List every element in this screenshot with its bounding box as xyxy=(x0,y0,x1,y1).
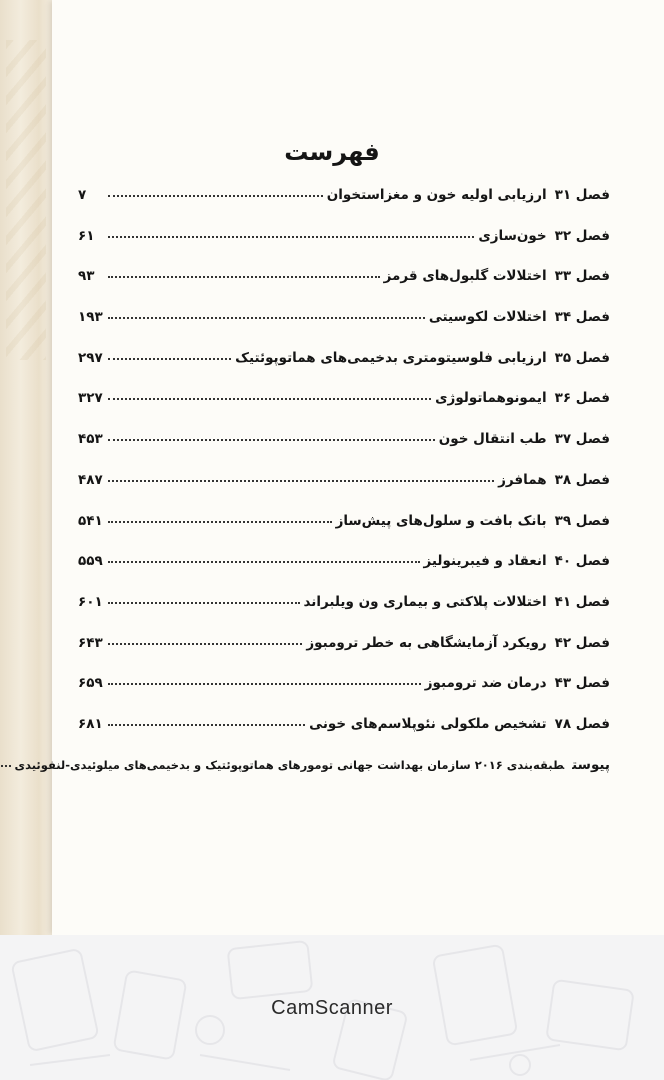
toc-entry-label xyxy=(429,302,610,332)
toc-entry-label xyxy=(309,709,610,739)
toc-chapter-number: فصل ۳۴ xyxy=(554,309,610,326)
toc-entry-label xyxy=(424,546,611,576)
dot-leader xyxy=(108,633,302,645)
toc-chapter-title: ارزیابی فلوسیتومتری بدخیمی‌های هماتوپوئتیک xyxy=(235,349,547,366)
dot-leader xyxy=(108,511,332,523)
toc-chapter-title: اختلالات لکوسیتی xyxy=(428,309,547,326)
toc-page-number: ۴۸۷ xyxy=(78,471,103,488)
toc-chapter-title: تشخیص ملکولی نئوپلاسم‌های خونی xyxy=(309,715,547,732)
toc-chapter-number: فصل ۷۸ xyxy=(554,715,610,732)
toc-chapter-title: طب انتقال خون xyxy=(438,431,547,448)
toc-entry-label xyxy=(439,424,610,454)
scanner-footer xyxy=(0,935,664,1080)
toc-chapter-title: اختلالات گلبول‌های قرمز xyxy=(383,268,547,285)
toc-chapter-title: خون‌سازی xyxy=(478,227,547,244)
toc-entry-label xyxy=(304,587,611,617)
toc-entry-label xyxy=(235,343,610,373)
toc-chapter-number: فصل ۳۸ xyxy=(554,471,610,488)
dot-leader xyxy=(108,348,231,360)
toc-page-number: ۳۲۷ xyxy=(78,390,103,407)
toc-chapter-number: فصل ۳۱ xyxy=(554,187,610,203)
dot-leader xyxy=(108,185,323,197)
toc-entry xyxy=(78,343,610,384)
toc-entry-label xyxy=(384,261,610,291)
toc-appendix-entry xyxy=(14,750,610,790)
camscanner-watermark: CamScanner xyxy=(271,997,393,1019)
toc-entry-label xyxy=(327,180,610,210)
toc-page-number: ۱۹۳ xyxy=(78,309,103,326)
toc-page-number: ۶۵۹ xyxy=(78,675,103,692)
toc-entry-label xyxy=(478,221,610,251)
toc-entry-label xyxy=(425,668,610,698)
toc-entry xyxy=(78,546,610,587)
dot-leader xyxy=(108,388,431,400)
toc-entry-label xyxy=(15,750,610,780)
table-of-contents xyxy=(14,180,610,790)
toc-page-number: ۹۳ xyxy=(78,268,95,285)
toc-entry-label xyxy=(498,465,610,495)
toc-entry-label xyxy=(306,628,610,658)
toc-page-number: ۴۵۳ xyxy=(78,431,103,448)
toc-entry xyxy=(78,383,610,424)
toc-page-number: ۵۴۱ xyxy=(78,512,103,529)
dot-leader xyxy=(0,755,11,767)
toc-entry xyxy=(78,587,610,628)
toc-chapter-title: ایمونوهماتولوژی xyxy=(435,390,547,407)
dot-leader xyxy=(108,226,474,238)
toc-page-number: ۶۰۱ xyxy=(78,593,103,610)
toc-entry xyxy=(78,506,610,547)
dot-leader xyxy=(108,307,425,319)
toc-chapter-number: فصل ۳۲ xyxy=(554,227,610,244)
toc-chapter-number: فصل ۳۶ xyxy=(554,390,610,407)
toc-chapter-title: اختلالات پلاکتی و بیماری ون ویلبراند xyxy=(303,593,547,610)
toc-entry xyxy=(78,221,610,262)
toc-chapter-title: همافرز xyxy=(498,471,547,488)
toc-entry xyxy=(78,465,610,506)
toc-chapter-number: فصل ۳۷ xyxy=(554,431,610,448)
toc-entry xyxy=(78,180,610,221)
toc-page-number: ۶۸۱ xyxy=(78,715,103,732)
dot-leader xyxy=(108,592,300,604)
dot-leader xyxy=(108,429,435,441)
toc-page-number: ۵۵۹ xyxy=(78,553,103,570)
toc-title: فهرست xyxy=(284,138,380,166)
toc-chapter-number: فصل ۳۳ xyxy=(554,268,610,285)
toc-chapter-title: رویکرد آزمایشگاهی به خطر ترومبوز xyxy=(306,634,547,651)
toc-chapter-number: فصل ۴۲ xyxy=(554,634,610,651)
toc-chapter-number: فصل ۳۵ xyxy=(554,349,610,366)
toc-entry xyxy=(78,302,610,343)
toc-chapter-title: درمان ضد ترومبوز xyxy=(424,675,547,692)
dot-leader xyxy=(108,714,305,726)
dot-leader xyxy=(108,266,380,278)
toc-entry xyxy=(78,628,610,669)
toc-chapter-title: ارزیابی اولیه خون و مغزاستخوان xyxy=(326,187,547,203)
dot-leader xyxy=(108,470,494,482)
toc-appendix-title: طبقه‌بندی ۲۰۱۶ سازمان بهداشت جهانی تومورهای هماتوپوئتیک و بدخیمی‌های میلوئیدی-لنفوئیدی xyxy=(14,757,565,772)
toc-chapter-title: انعقاد و فیبرینولیز xyxy=(423,553,547,570)
toc-appendix-label: پیوست xyxy=(572,756,610,773)
toc-entry-label xyxy=(435,383,610,413)
toc-page-number: ۲۹۷ xyxy=(78,349,103,366)
dot-leader xyxy=(108,673,421,685)
toc-chapter-number: فصل ۴۰ xyxy=(554,553,610,570)
toc-page-number: ۶۴۳ xyxy=(78,634,103,651)
toc-entry xyxy=(78,709,610,750)
dot-leader xyxy=(108,551,420,563)
toc-page-number: ۷ xyxy=(78,187,87,203)
toc-page-number: ۶۱ xyxy=(78,227,95,244)
toc-entry-label xyxy=(336,506,610,536)
toc-entry xyxy=(78,668,610,709)
toc-chapter-number: فصل ۳۹ xyxy=(554,512,610,529)
toc-chapter-number: فصل ۴۳ xyxy=(554,675,610,692)
toc-entry xyxy=(78,261,610,302)
toc-entry xyxy=(78,424,610,465)
toc-chapter-number: فصل ۴۱ xyxy=(554,593,610,610)
toc-chapter-title: بانک بافت و سلول‌های پیش‌ساز xyxy=(335,512,547,529)
